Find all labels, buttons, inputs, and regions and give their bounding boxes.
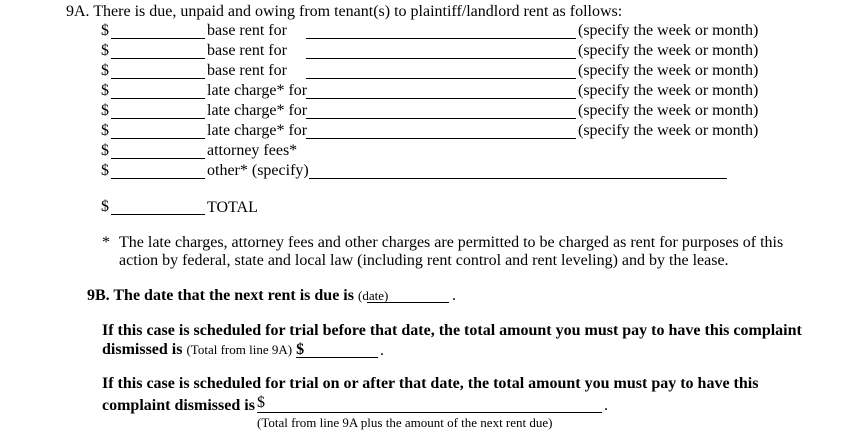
footnote-line-1: The late charges, attorney fees and other charges are permitted to be charged as rent for purposes of this: [119, 234, 784, 251]
next-rent-due-label: 9B. The date that the next rent is due is: [87, 287, 354, 304]
row-period-hint: (specify the week or month): [578, 62, 759, 79]
row-period-hint: (specify the week or month): [578, 82, 759, 99]
on-after-date-amount-field[interactable]: [257, 395, 602, 413]
row-dollar-sign: $: [101, 162, 109, 179]
footnote-line-2: action by federal, state and local law (including rent control and rent leveling) and by the lease.: [119, 252, 729, 269]
row-amount-field[interactable]: [111, 101, 205, 119]
before-date-period: .: [380, 342, 384, 359]
on-after-date-line-1: If this case is scheduled for trial on or after that date, the total amount you must pay to have this: [102, 375, 759, 392]
total-from-9a-hint: (Total from line 9A): [186, 342, 293, 357]
row-dollar-sign: $: [101, 82, 109, 99]
next-rent-caption: (Total from line 9A plus the amount of the next rent due): [257, 415, 553, 430]
next-rent-date-field[interactable]: [367, 285, 449, 303]
total-label: TOTAL: [207, 199, 258, 216]
before-date-amount-field[interactable]: [296, 340, 378, 358]
dismissed-is-label: dismissed is: [102, 341, 183, 358]
row-period-field[interactable]: [306, 61, 576, 79]
section-9a-heading: 9A. There is due, unpaid and owing from tenant(s) to plaintiff/landlord rent as follows:: [66, 3, 623, 20]
date-hint: (date): [357, 288, 389, 303]
row-period-field[interactable]: [306, 21, 576, 39]
complaint-dismissed-label: complaint dismissed is: [102, 397, 255, 414]
row-dollar-sign: $: [101, 102, 109, 119]
row-label: base rent for: [207, 22, 287, 39]
next-rent-period: .: [452, 287, 456, 304]
row-period-field[interactable]: [306, 101, 576, 119]
row-dollar-sign: $: [101, 22, 109, 39]
row-period-hint: (specify the week or month): [578, 122, 759, 139]
row-dollar-sign: $: [101, 122, 109, 139]
row-amount-field[interactable]: [111, 61, 205, 79]
row-label: base rent for: [207, 42, 287, 59]
row-label: other* (specify): [207, 162, 309, 179]
total-dollar-sign: $: [101, 198, 109, 215]
row-label: late charge* for: [207, 82, 308, 99]
row-label: attorney fees*: [207, 142, 298, 159]
row-period-field[interactable]: [306, 41, 576, 59]
row-label: base rent for: [207, 62, 287, 79]
row-dollar-sign: $: [101, 142, 109, 159]
row-period-hint: (specify the week or month): [578, 102, 759, 119]
footnote-mark: *: [102, 234, 110, 251]
row-label: late charge* for: [207, 102, 308, 119]
row-dollar-sign: $: [101, 62, 109, 79]
row-amount-field[interactable]: [111, 41, 205, 59]
row-amount-field[interactable]: [111, 161, 205, 179]
before-date-line-1: If this case is scheduled for trial before that date, the total amount you must pay to have this complaint: [102, 322, 802, 339]
row-period-field[interactable]: [306, 121, 576, 139]
other-specify-field[interactable]: [309, 161, 727, 179]
row-amount-field[interactable]: [111, 21, 205, 39]
on-after-date-dollar-sign: $: [257, 394, 265, 411]
row-amount-field[interactable]: [111, 141, 205, 159]
row-period-hint: (specify the week or month): [578, 22, 759, 39]
row-label: late charge* for: [207, 122, 308, 139]
row-dollar-sign: $: [101, 42, 109, 59]
before-date-dollar-sign: $: [296, 341, 305, 358]
row-period-hint: (specify the week or month): [578, 42, 759, 59]
row-amount-field[interactable]: [111, 81, 205, 99]
total-amount-field[interactable]: [111, 197, 205, 215]
row-amount-field[interactable]: [111, 121, 205, 139]
on-after-date-period: .: [604, 397, 608, 414]
next-rent-due-line: [87, 287, 388, 305]
row-period-field[interactable]: [306, 81, 576, 99]
before-date-line-2: [102, 341, 304, 359]
